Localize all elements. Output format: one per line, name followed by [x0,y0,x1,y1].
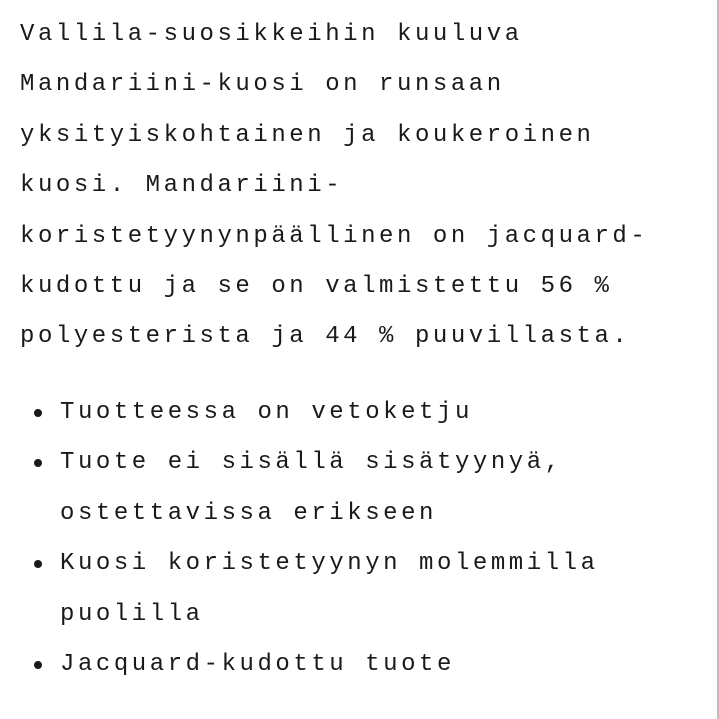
description-line: polyesterista ja 44 % puuvillasta. [20,323,631,351]
description-line: koristetyynynpäällinen on jacquard- [20,222,649,250]
list-item-text: Jacquard-kudottu tuote [60,650,455,678]
list-item-text: Tuote ei sisällä sisätyynyä, [60,449,563,477]
description-line: kuosi. Mandariini- [20,172,344,200]
list-item [0,640,599,690]
feature-list [0,388,599,690]
list-item [0,438,599,539]
product-description [20,10,648,363]
bullet-icon [34,661,42,669]
list-item [0,388,599,438]
description-line: Mandariini-kuosi on runsaan [20,71,505,99]
list-item-text: puolilla [60,600,204,628]
description-line: yksityiskohtainen ja koukeroinen [20,121,595,149]
list-item-text: Kuosi koristetyynyn molemmilla [60,550,599,578]
list-item-text: ostettavissa erikseen [60,499,437,527]
description-line: Vallila-suosikkeihin kuuluva [20,21,523,48]
bullet-icon [34,409,42,417]
list-item [0,539,599,640]
description-line: kudottu ja se on valmistettu 56 % [20,272,613,300]
list-item-text: Tuotteessa on vetoketju [60,399,473,426]
